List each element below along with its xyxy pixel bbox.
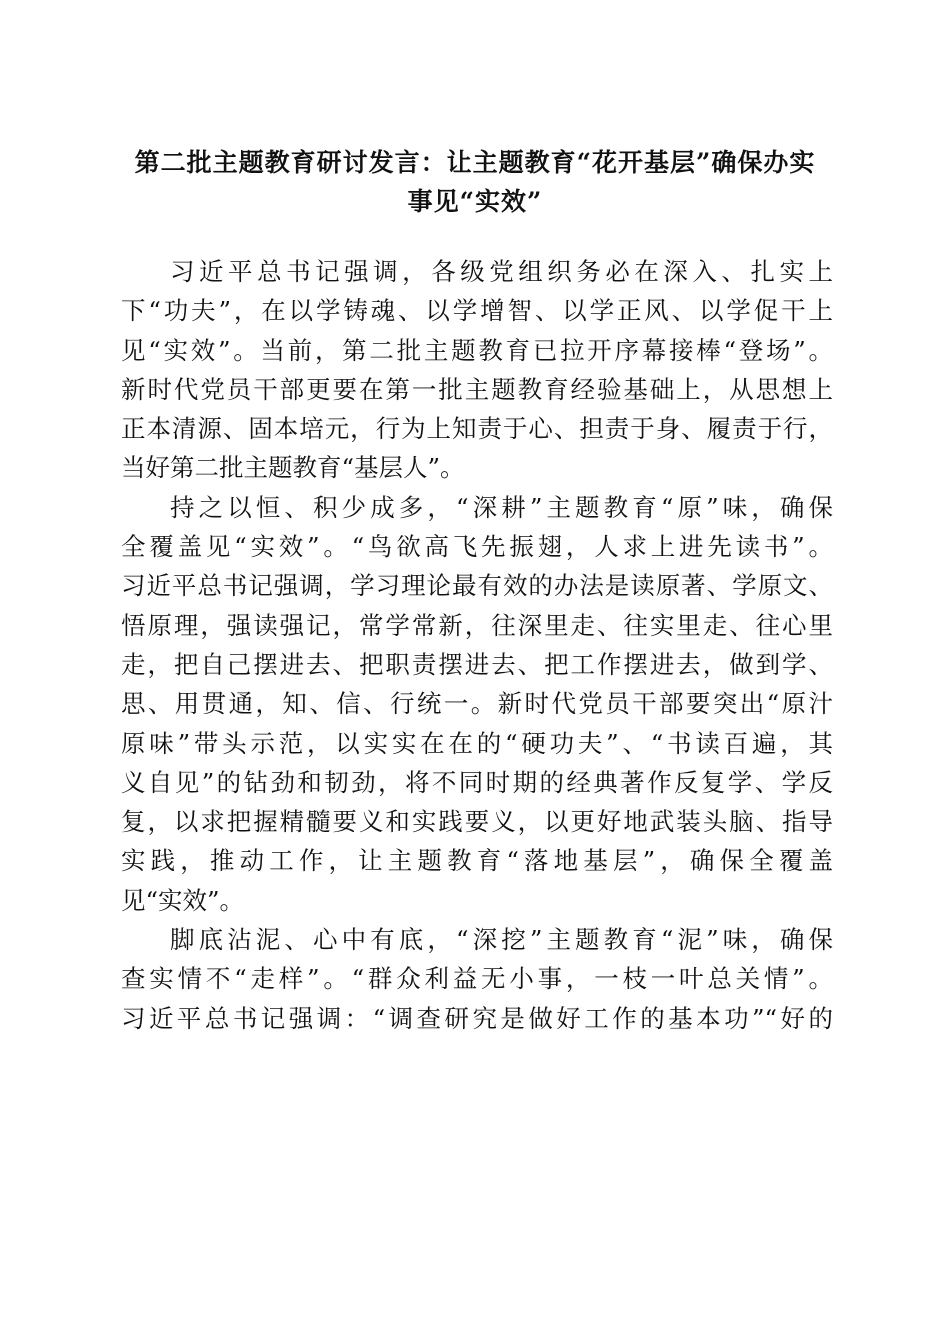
paragraph-line: 习近平总书记强调，学习理论最有效的办法是读原著、学原文、 — [121, 571, 833, 601]
paragraph-line: 查实情不“走样”。“群众利益无小事，一枝一叶总关情”。 — [121, 964, 833, 994]
document-title — [80, 143, 870, 221]
paragraph-line: 复，以求把握精髓要义和实践要义，以更好地武装头脑、指导 — [121, 807, 833, 837]
paragraph-line: 全覆盖见“实效”。“鸟欲高飞先振翅，人求上进先读书”。 — [121, 532, 833, 562]
title-line: 第二批主题教育研讨发言：让主题教育“花开基层”确保办实 — [134, 148, 816, 177]
paragraph-line: 新时代党员干部更要在第一批主题教育经验基础上，从思想上 — [121, 374, 833, 404]
paragraph-line: 持之以恒、积少成多，“深耕”主题教育“原”味，确保 — [170, 492, 833, 522]
paragraph-line: 走，把自己摆进去、把职责摆进去、把工作摆进去，做到学、 — [121, 649, 833, 679]
paragraph-line: 实践，推动工作，让主题教育“落地基层”，确保全覆盖 — [121, 846, 833, 876]
document-body — [121, 252, 833, 1038]
title-line: 事见“实效” — [407, 187, 543, 216]
paragraph-line: 当好第二批主题教育“基层人”。 — [121, 453, 465, 483]
paragraph-line: 原味”带头示范，以实实在在的“硬功夫”、“书读百遍，其 — [121, 728, 833, 758]
paragraph-line: 悟原理，强读强记，常学常新，往深里走、往实里走、往心里 — [121, 610, 833, 640]
paragraph-line: 习近平总书记强调：“调查研究是做好工作的基本功”“好的 — [121, 1003, 833, 1033]
paragraph-1 — [121, 252, 833, 488]
paragraph-line: 义自见”的钻劲和韧劲，将不同时期的经典著作反复学、学反 — [121, 767, 833, 797]
paragraph-2 — [121, 488, 833, 920]
paragraph-line: 见“实效”。当前，第二批主题教育已拉开序幕接棒“登场”。 — [121, 335, 833, 365]
paragraph-3 — [121, 920, 833, 1038]
paragraph-line: 见“实效”。 — [121, 885, 245, 915]
paragraph-line: 思、用贯通，知、信、行统一。新时代党员干部要突出“原汁 — [121, 689, 833, 719]
paragraph-line: 习近平总书记强调，各级党组织务必在深入、扎实上 — [170, 257, 833, 286]
paragraph-line: 正本清源、固本培元，行为上知责于心、担责于身、履责于行， — [121, 414, 833, 444]
paragraph-line: 下“功夫”，在以学铸魂、以学增智、以学正风、以学促干上 — [121, 296, 833, 326]
paragraph-line: 脚底沾泥、心中有底，“深挖”主题教育“泥”味，确保 — [170, 925, 833, 955]
